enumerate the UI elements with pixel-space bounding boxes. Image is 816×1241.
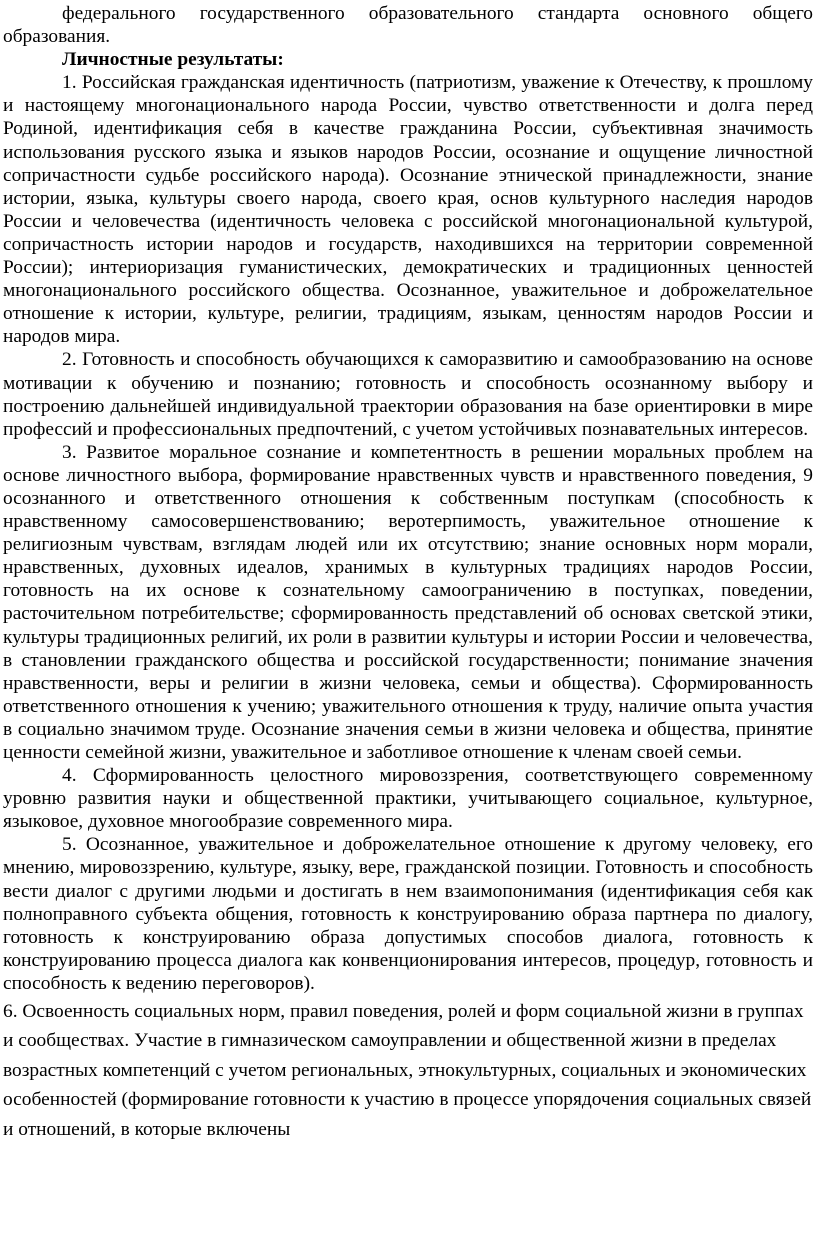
paragraph-1: 1. Российская гражданская идентичность (патриотизм, уважение к Отечеству, к прошлому и настоящему многонационального народа России, чувство ответственности и долга перед Родиной, идентификация себя в качестве гражданина России, субъективная значимость использования русского языка и языков народов России, осознание и ощущение личностной сопричастности судьбе российского народа). Осознание этнической принадлежности, знание истории, языка, культуры своего народа, своего края, основ культурного наследия народов России и человечества (идентичность человека с российской многонациональной культурой, сопричастность истории народов и государств, находившихся на территории современной России); интериоризация гуманистических, демократических и традиционных ценностей многонационального российского общества. Осознанное, уважительное и доброжелательное отношение к истории, культуре, религии, традициям, языкам, ценностям народов России и народов мира.	[3, 72, 813, 348]
section-heading: Личностные результаты:	[62, 49, 284, 71]
paragraph-6: 6. Освоенность социальных норм, правил поведения, ролей и форм социальной жизни в группах и сообществах. Участие в гимназическом самоуправлении и общественной жизни в пределах возрастных компетенций с учетом региональных, этнокультурных, социальных и экономических особенностей (формирование готовности к участию в процессе упорядочения социальных связей и отношений, в которые включены	[3, 1001, 812, 1140]
paragraph-4: 4. Сформированность целостного мировоззрения, соответствующего современному уровню развития науки и общественной практики, учитывающего социальное, культурное, языковое, духовное многообразие современного мира.	[3, 765, 813, 833]
paragraph-5: 5. Осознанное, уважительное и доброжелательное отношение к другому человеку, его мнению, мировоззрению, культуре, языку, вере, гражданской позиции. Готовность и способность вести диалог с другими людьми и достигать в нем взаимопонимания (идентификация себя как полноправного субъекта общения, готовность к конструированию образа партнера по диалогу, готовность к конструированию образа допустимых способов диалога, готовность к конструированию процесса диалога как конвенционирования интересов, процедур, готовность и способность к ведению переговоров).	[3, 834, 813, 994]
paragraph-2: 2. Готовность и способность обучающихся к саморазвитию и самообразованию на основе мотивации к обучению и познанию; готовность и способность осознанному выбору и построению дальнейшей индивидуальной траектории образования на базе ориентировки в мире профессий и профессиональных предпочтений, с учетом устойчивых познавательных интересов.	[3, 349, 813, 440]
intro-paragraph: федерального государственного образовательного стандарта основного общего образования.	[3, 3, 813, 48]
paragraph-3: 3. Развитое моральное сознание и компетентность в решении моральных проблем на основе личностного выбора, формирование нравственных чувств и нравственного поведения, 9 осознанного и ответственного отношения к собственным поступкам (способность к нравственному самосовершенствованию; веротерпимость, уважительное отношение к религиозным чувствам, взглядам людей или их отсутствию; знание основных норм морали, нравственных, духовных идеалов, хранимых в культурных традициях народов России, готовность на их основе к сознательному самоограничению в поступках, поведении, расточительном потребительстве; сформированность представлений об основах светской этики, культуры традиционных религий, их роли в развитии культуры и истории России и человечества, в становлении гражданского общества и российской государственности; понимание значения нравственности, веры и религии в жизни человека, семьи и общества). Сформированность ответственного отношения к учению; уважительного отношения к труду, наличие опыта участия в социально значимом труде. Осознание значения семьи в жизни человека и общества, принятие ценности семейной жизни, уважительное и заботливое отношение к членам своей семьи.	[3, 441, 813, 763]
